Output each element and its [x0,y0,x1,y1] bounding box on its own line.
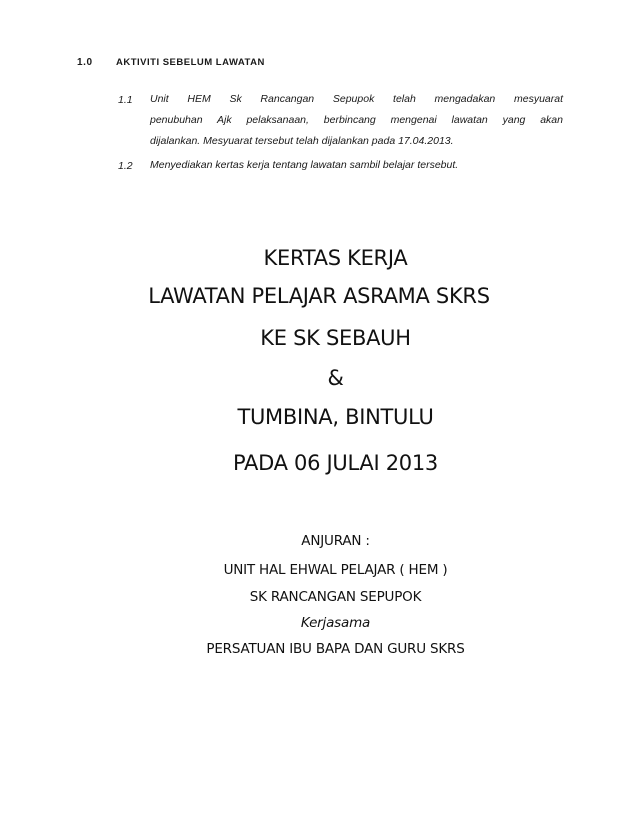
item-number-1-1: 1.1 [118,94,133,106]
doc-title-line-3: KE SK SEBAUH [260,326,411,350]
doc-title-line-2: LAWATAN PELAJAR ASRAMA SKRS [148,284,490,308]
item-number-1-2: 1.2 [118,160,133,172]
organizer-unit: UNIT HAL EHWAL PELAJAR ( HEM ) [223,562,448,578]
doc-title-line-6: PADA 06 JULAI 2013 [233,451,438,475]
doc-title-ampersand: & [327,366,344,390]
collab-label: Kerjasama [300,615,371,631]
item-1-1-line-1: Unit HEM Sk Rancangan Sepupok telah mengadakan mesyuarat [150,93,563,105]
item-1-2-line-1: Menyediakan kertas kerja tentang lawatan sambil belajar tersebut. [150,159,459,171]
doc-title-line-1: KERTAS KERJA [263,246,408,270]
section-number: 1.0 [77,57,93,68]
item-text-1-2 [150,155,563,176]
organizer-school: SK RANCANGAN SEPUPOK [249,589,422,605]
organizer-heading: ANJURAN : [301,533,370,549]
item-text-1-1 [150,89,563,152]
section-title: AKTIVITI SEBELUM LAWATAN [116,57,265,68]
item-1-1-line-2: penubuhan Ajk pelaksanaan, berbincang mengenai lawatan yang akan [150,114,563,126]
collab-party: PERSATUAN IBU BAPA DAN GURU SKRS [206,641,465,657]
doc-title-line-5: TUMBINA, BINTULU [237,405,434,429]
item-1-1-line-3: dijalankan. Mesyuarat tersebut telah dijalankan pada 17.04.2013. [150,135,454,147]
